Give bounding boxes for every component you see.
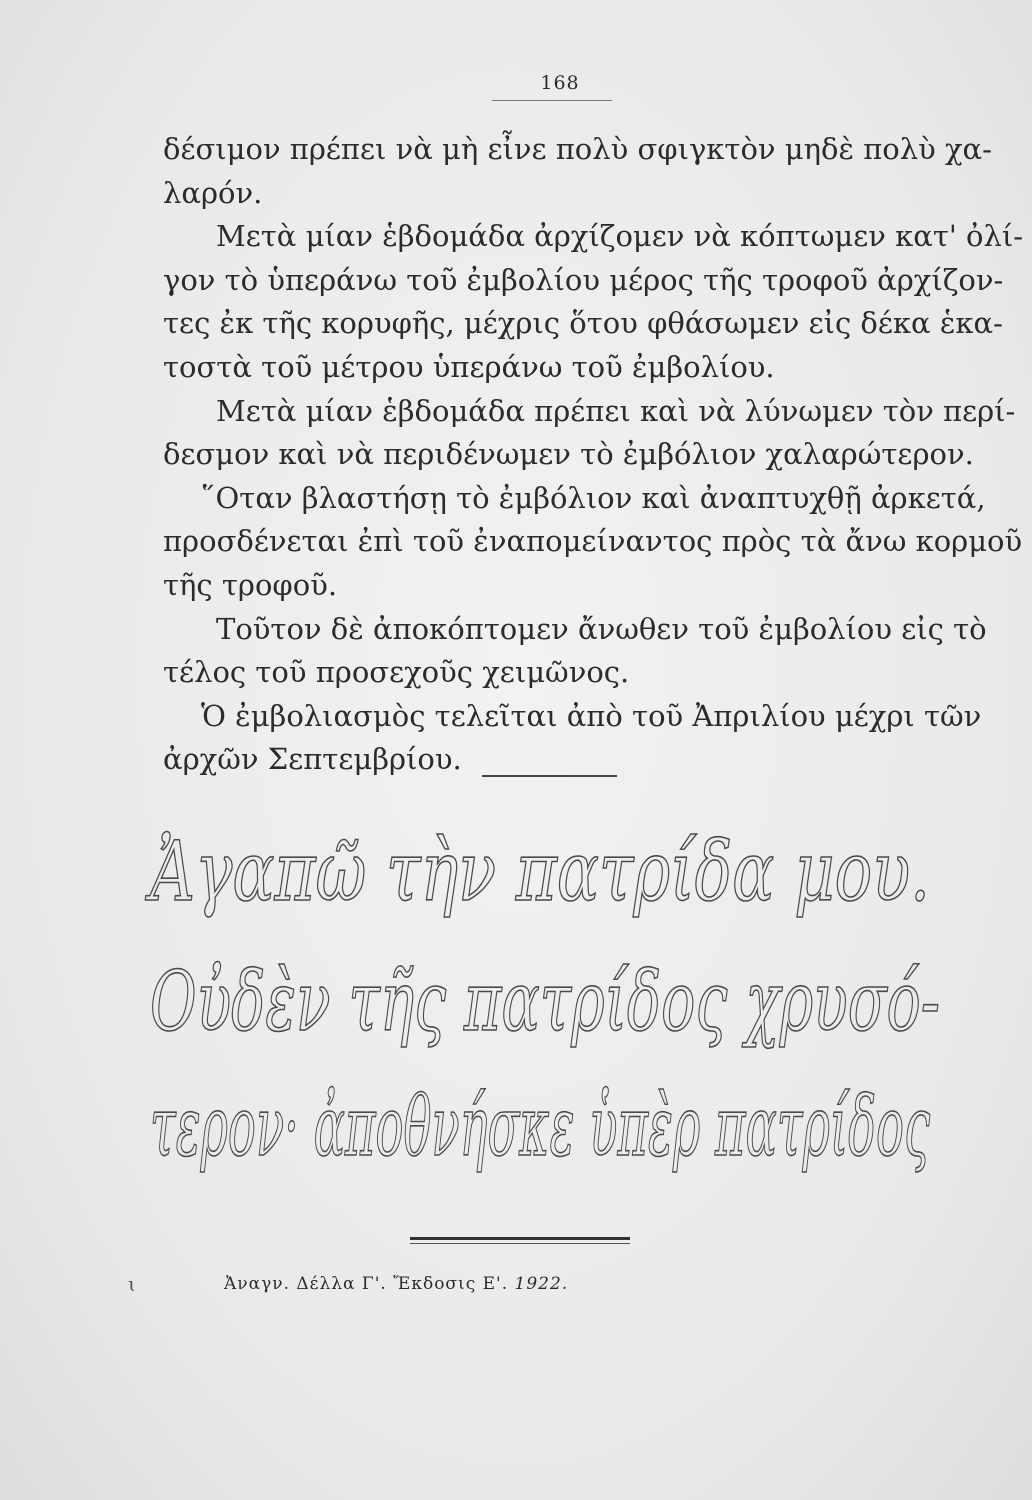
margin-mark: ɩ (128, 1272, 136, 1296)
handwritten-motto (140, 800, 940, 1220)
text-line: τες ἐκ τῆς κορυφῆς, μέχρις ὅτου φθάσωμεν εἰς δέκα ἑκα- (163, 306, 1003, 341)
motto-line-1: Ἀγαπῶ τὴν πατρίδα μου. (144, 825, 931, 920)
text-line: Μετὰ μίαν ἑβδομάδα ἀρχίζομεν νὰ κόπτωμεν κατ' ὀλί- (216, 219, 1024, 254)
page-number: 168 (540, 72, 580, 94)
text-line: γον τὸ ὑπεράνω τοῦ ἐμβολίου μέρος τῆς τροφοῦ ἀρχίζον- (163, 262, 1004, 297)
text-line: ῞Οταν βλαστήσῃ τὸ ἐμβόλιον καὶ ἀναπτυχθῇ ἀρκετά, (201, 480, 986, 515)
text-line: Ὁ ἐμβολιασμὸς τελεῖται ἀπὸ τοῦ Ἀπριλίου μέχρι τῶν (201, 698, 982, 733)
section-separator (482, 775, 617, 777)
text-line: τέλος τοῦ προσεχοῦς χειμῶνος. (163, 655, 630, 690)
body-text (163, 128, 1024, 782)
motto-outline-lettering (140, 800, 940, 1220)
text-line: λαρόν. (163, 175, 263, 210)
text-line: δεσμον καὶ νὰ περιδένωμεν τὸ ἐμβόλιον χαλαρώτερον. (163, 437, 974, 472)
motto-line-2: Οὐδὲν τῆς πατρίδος χρυσό- (150, 955, 940, 1050)
motto-line-3: τερον· ἀποθνήσκε ὑπὲρ πατρίδος (150, 1080, 931, 1175)
text-line: δέσιμον πρέπει νὰ μὴ εἶνε πολὺ σφιγκτὸν μηδὲ πολὺ χα- (163, 132, 992, 166)
text-line: τῆς τροφοῦ. (163, 567, 338, 602)
colophon (224, 1274, 824, 1294)
colophon-text: Ἀναγν. Δέλλα Γ'. Ἔκδοσις Ε'. (224, 1274, 509, 1294)
text-line: ἀρχῶν Σεπτεμβρίου. (163, 742, 462, 777)
text-line: Μετὰ μίαν ἑβδομάδα πρέπει καὶ νὰ λύνωμεν τὸν περί- (216, 393, 1016, 428)
text-line: Τοῦτον δὲ ἀποκόπτομεν ἄνωθεν τοῦ ἐμβολίου εἰς τὸ (216, 611, 987, 646)
text-line: τοστὰ τοῦ μέτρου ὑπεράνω τοῦ ἐμβολίου. (163, 349, 775, 384)
page-number-underline (492, 100, 612, 101)
colophon-year: 1922. (514, 1274, 569, 1294)
text-line: προσδένεται ἐπὶ τοῦ ἐναπομείναντος πρὸς τὰ ἄνω κορμοῦ (163, 524, 1023, 559)
double-rule (410, 1237, 630, 1244)
